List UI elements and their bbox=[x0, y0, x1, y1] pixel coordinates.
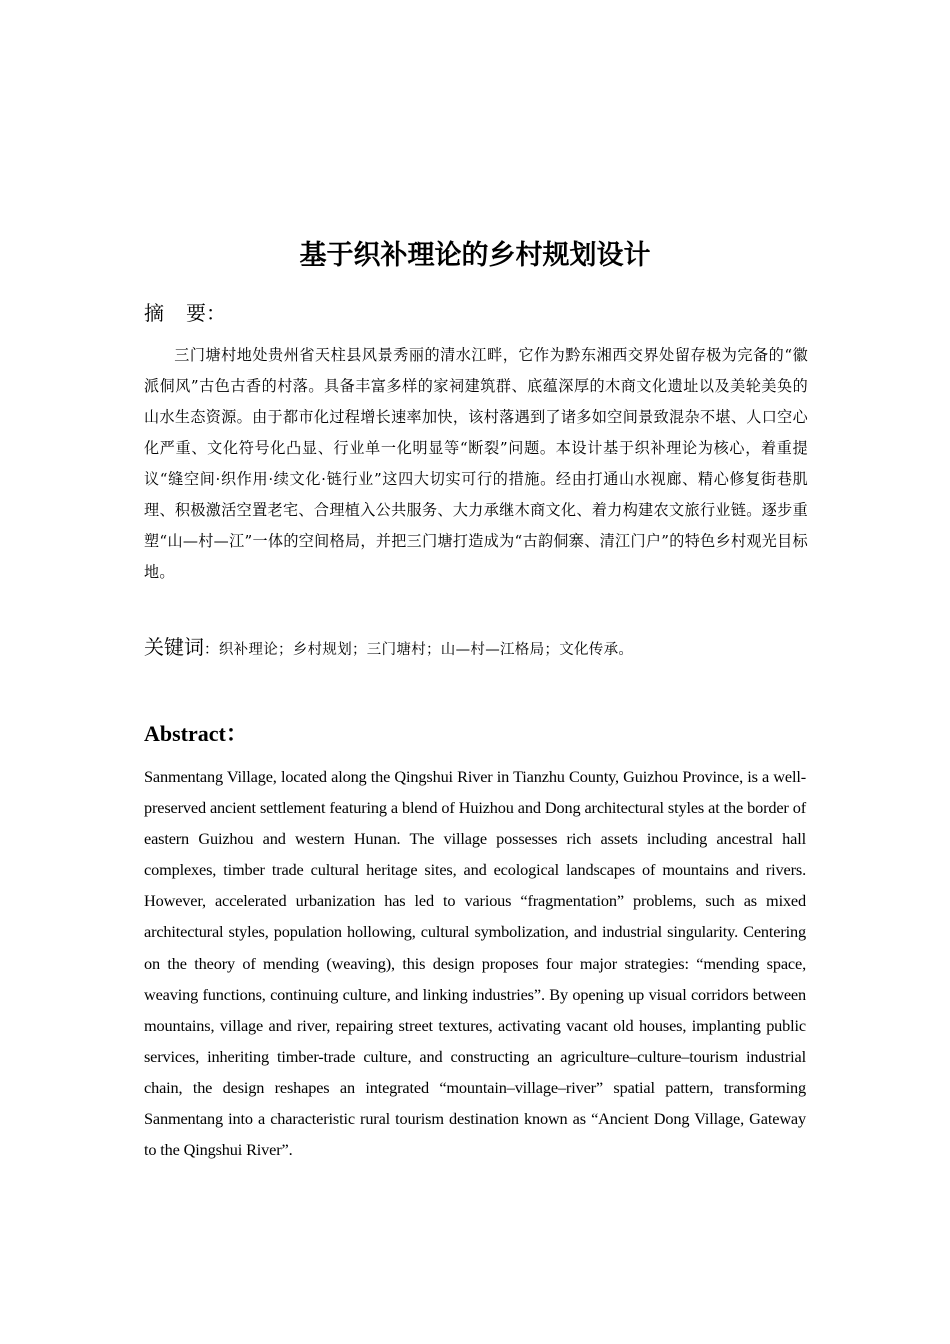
keywords-line bbox=[144, 630, 808, 667]
english-abstract-heading: Abstract： bbox=[144, 721, 248, 746]
paper-title: 基于织补理论的乡村规划设计 bbox=[299, 240, 651, 271]
keywords-label: 关键词 bbox=[144, 635, 204, 659]
chinese-abstract-heading-part1: 摘 bbox=[144, 301, 164, 325]
keywords-separator: ： bbox=[204, 642, 219, 658]
keywords-text: 织补理论；乡村规划；三门塘村；山—村—江格局；文化传承。 bbox=[218, 642, 634, 658]
chinese-abstract-heading-part2: 要： bbox=[186, 301, 226, 325]
chinese-abstract-heading bbox=[144, 298, 226, 328]
english-abstract-body: Sanmentang Village, located along the Qingshui River in Tianzhu County, Guizhou Province, is a well-preserved ancient settlement featuring a blend of Huizhou and Dong architectural styles at the border of eastern Guizhou and western Hunan. The village possesses rich assets including ancestral hall complexes, timber trade cultural heritage sites, and ecological landscapes of mountains and rivers. However, accelerated urbanization has led to various “fragmentation” problems, such as mixed architectural styles, population hollowing, cultural symbolization, and industrial singularity. Centering on the theory of mending (weaving), this design proposes four major strategies: “mending space, weaving functions, continuing culture, and linking industries”. By opening up visual corridors between mountains, village and river, repairing street textures, activating vacant old houses, implanting public services, inheriting timber-trade culture, and constructing an agriculture–culture–tourism industrial chain, the design reshapes an integrated “mountain–village–river” spatial pattern, transforming Sanmentang into a characteristic rural tourism destination known as “Ancient Dong Village, Gateway to the Qingshui River”. bbox=[144, 767, 806, 1160]
chinese-abstract-body: 三门塘村地处贵州省天柱县风景秀丽的清水江畔，它作为黔东湘西交界处留存极为完备的“徽派侗风”古色古香的村落。具备丰富多样的家祠建筑群、底蕴深厚的木商文化遗址以及美轮美奂的山水生态资源。由于都市化过程增长速率加快，该村落遇到了诸多如空间景致混杂不堪、人口空心化严重、文化符号化凸显、行业单一化明显等“断裂”问题。本设计基于织补理论为核心，着重提议“缝空间·织作用·续文化·链行业”这四大切实可行的措施。经由打通山水视廊、精心修复街巷肌理、积极激活空置老宅、合理植入公共服务、大力承继木商文化、着力构建农文旅行业链。逐步重塑“山—村—江”一体的空间格局，并把三门塘打造成为“古韵侗寨、清江门户”的特色乡村观光目标地。 bbox=[144, 346, 808, 581]
